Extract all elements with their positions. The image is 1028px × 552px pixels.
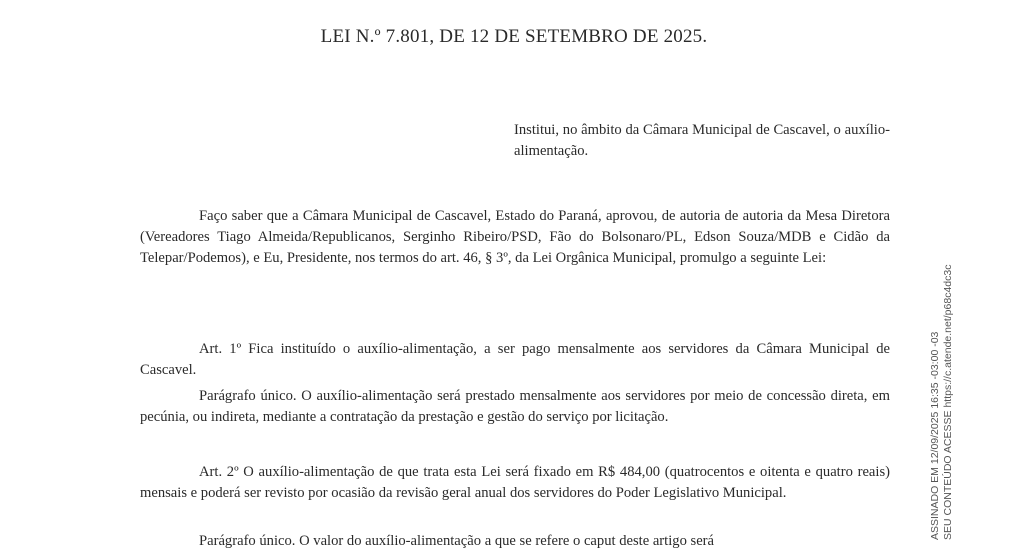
- article-2: Art. 2º O auxílio-alimentação de que trata esta Lei será fixado em R$ 484,00 (quatrocentos e oitenta e quatro reais) mensais e poderá ser revisto por ocasião da revisão geral anual dos servidores do Poder Legislativo Municipal.: [140, 464, 890, 501]
- law-ementa: Institui, no âmbito da Câmara Municipal de Cascavel, o auxílio-alimentação.: [514, 122, 890, 159]
- article-1: Art. 1º Fica instituído o auxílio-alimentação, a ser pago mensalmente aos servidores da Câmara Municipal de Cascavel.: [140, 341, 890, 378]
- signature-stamp-line-2: SEU CONTEÚDO ACESSE https://c.atende.net/p68c4dc3c: [942, 264, 954, 540]
- preamble-paragraph: Faço saber que a Câmara Municipal de Cascavel, Estado do Paraná, aprovou, de autoria de autoria da Mesa Diretora (Vereadores Tiago Almeida/Republicanos, Serginho Ribeiro/PSD, Fão do Bolsonaro/PL, Edson Souza/MDB e Cidão da Telepar/Podemos), e Eu, Presidente, nos termos do art. 46, § 3º, da Lei Orgânica Municipal, promulgo a seguinte Lei:: [140, 208, 890, 266]
- law-title: LEI N.º 7.801, DE 12 DE SETEMBRO DE 2025.: [320, 26, 708, 47]
- article-2-sole-paragraph: Parágrafo único. O valor do auxílio-alimentação a que se refere o caput deste artigo será: [199, 533, 715, 549]
- digital-signature-stamp: [920, 20, 960, 540]
- article-1-sole-paragraph: Parágrafo único. O auxílio-alimentação será prestado mensalmente aos servidores por meio de concessão direta, em pecúnia, ou indireta, mediante a contratação da prestação e gestão do serviço por licitação.: [140, 388, 890, 425]
- signature-stamp-line-1: ASSINADO EM 12/09/2025 16:35 -03:00 -03: [929, 331, 941, 540]
